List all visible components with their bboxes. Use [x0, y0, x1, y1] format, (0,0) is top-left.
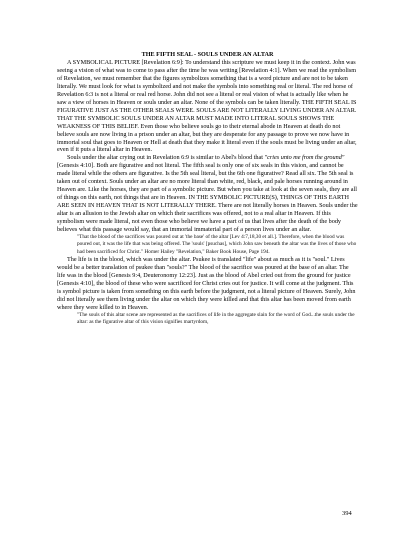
- paragraph-2-text-after: [Genesis 4:10]. Both are figurative and not literal. The fifth seal is only one of six seals in this vision, and cannot be made literal while the others are figurative. Is the 5th seal literal, but the 6th one figurative? Read all six. The 5th seal is taken out of context. Souls under an altar are no more literal than white, red, black, and pale horses running around in Heaven are. Like the horses, they are part of a symbolic picture. But when you take at look at the seven seals, they are all of things on this earth, not things that are in Heaven. IN THE SYMBOLIC PICTURE(S), THINGS OF THIS EARTH ARE SEEN IN HEAVEN THAT IS NOT LITERALLY THERE. There are not literally horses in Heaven. Souls under the altar is an allusion to the Jewish altar on which their sacrifices was offered, not to a real altar in Heaven. If this symbolism were made literal, not even those who believe we have a part of us that lives after the death of the body believes what this passage would say, that an immortal immaterial part of a person lives under an altar.: [57, 162, 358, 234]
- page-content: [57, 51, 358, 326]
- paragraph-2-emphasis: "cries unto me from the ground": [264, 154, 345, 162]
- block-quote-2: "The souls of this altar scene are represented as the sacrifices of life in the aggregate slain for the word of God...the souls under the altar: as the figurative altar of this vision signifies martyrdom,: [77, 311, 355, 325]
- document-title: THE FIFTH SEAL - SOULS UNDER AN ALTAR: [141, 51, 274, 58]
- paragraph-2-text-before: Souls under the altar crying out in Revelation 6:9 is similar to Abel's blood that: [67, 154, 265, 162]
- paragraph-3: The life is in the blood, which was under the altar. Psukee is translated "life" about as much as it is "soul." Lives would be a better translation of psukee than "souls?" The blood of the sacrifice was poured at the base of an altar. The life was in the blood [Genesis 9:4, Deuteronomy 12:23]. Just as the blood of Abel cried out from the ground for justice [Genesis 4:10], the blood of these who were sacrificed for Christ cries out for justice. It will come at the judgment. This is symbol picture is taken from something on this earth before the judgment, not a literal picture of Heaven. Surely, John did not literally see them living under the altar on which they were killed and that this altar has been moved from earth where they were killed to in Heaven.: [57, 255, 356, 311]
- paragraph-2: [57, 154, 358, 234]
- paragraph-1: A SYMBOLICAL PICTURE [Revelation 6:9]: To understand this scripture we must keep it in the context. John was seeing a vision of what was to come to pass after the time he was writing [Revelation 4:1]. When we read the symbolism of Revelation, we must remember that the figures symbolizes something that is a word picture and are not to be taken literally. We must look for what is symbolized and not make the symbols into something real or literal. The red horse of Revelation 6:3 is not a literal or real red horse. John did not see a literal or real vision of what is actually like when he saw a view of horses in Heaven or souls under an altar. None of the symbols can be taken literally. THE FIFTH SEAL IS FIGURATIVE JUST AS THE OTHER SEALS WERE. SOULS ARE NOT LITERALLY LIVING UNDER AN ALTAR. THAT THE SYMBOLIC SOULS UNDER AN ALTAR MUST MADE INTO LITERAL SOULS SHOWS THE WEAKNESS OF THIS BELIEF. Even those who believe souls go to their eternal abode in Heaven at death do not believe souls are now living in a prison under an altar, but they are desperate for any passage to prove we now have in immortal soul that goes to Heaven or Hell at death that they make it literal even if the souls must be living under an altar, even if it puts a literal altar in Heaven.: [57, 59, 357, 154]
- page-number: 394: [342, 510, 352, 517]
- block-quote-1: "That the blood of the sacrifices was poured out at 'the base' of the altar [Lev 4:7,18,30 et all.]. Therefore, when the blood was poured out, it was the life that was being offered. The 'souls' [psuchas], which John saw beneath the altar was the lives of those who had been sacrificed for Christ." Homer Hailey "Revelation," Baker Book House, Page 194.: [77, 233, 357, 255]
